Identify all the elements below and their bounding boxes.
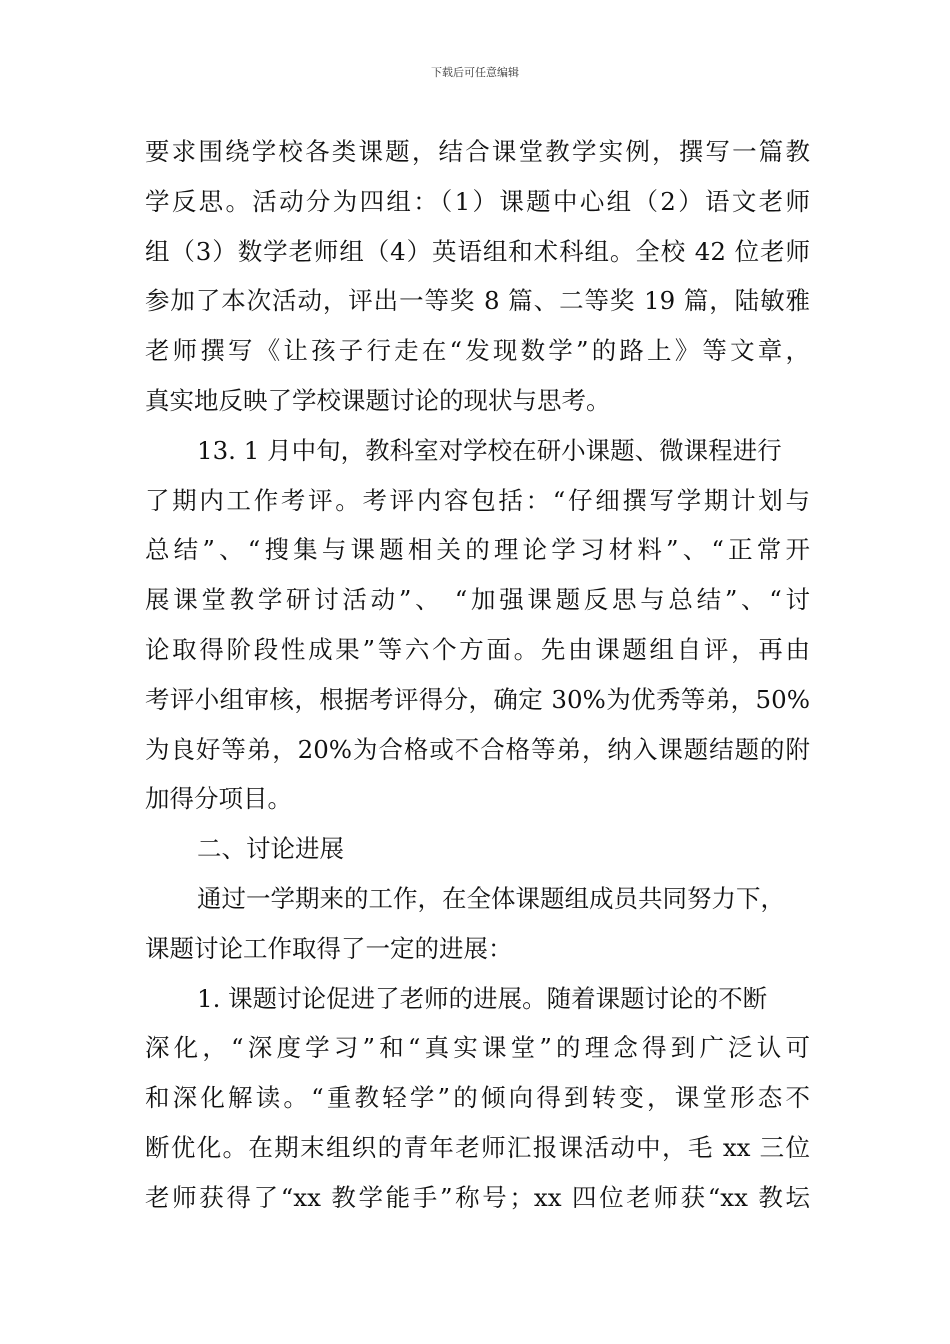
text-line: 学反思。活动分为四组：（1）课题中心组（2）语文老师 (145, 186, 810, 216)
paragraph-start-line: 1. 课题讨论促进了老师的进展。随着课题讨论的不断 (197, 983, 768, 1013)
text-line: 老师撰写《让孩子行走在“发现数学”的路上》等文章， (145, 336, 810, 366)
text-line: 展课堂教学研讨活动”、 “加强课题反思与总结”、“讨 (145, 585, 810, 615)
section-heading: 二、讨论进展 (197, 834, 344, 864)
text-line: 和深化解读。“重教轻学”的倾向得到转变，课堂形态不 (145, 1083, 810, 1113)
text-line: 组（3）数学老师组（4）英语组和术科组。全校 42 位老师 (145, 236, 810, 266)
text-line: 老师获得了“xx 教学能手”称号；xx 四位老师获“xx 教坛 (145, 1182, 810, 1212)
text-line: 断优化。在期末组织的青年老师汇报课活动中，毛 xx 三位 (145, 1132, 810, 1162)
page-header: 下载后可任意编辑 (431, 66, 519, 79)
text-line: 真实地反映了学校课题讨论的现状与思考。 (145, 385, 611, 415)
text-line: 加得分项目。 (145, 784, 292, 814)
text-line: 论取得阶段性成果”等六个方面。先由课题组自评，再由 (145, 634, 810, 664)
paragraph-start-line: 通过一学期来的工作，在全体课题组成员共同努力下， (197, 883, 785, 913)
text-line: 为良好等弟，20%为合格或不合格等弟，纳入课题结题的附 (145, 734, 810, 764)
text-line: 深化，“深度学习”和“真实课堂”的理念得到广泛认可 (145, 1033, 810, 1063)
paragraph-start-line: 13. 1 月中旬，教科室对学校在研小课题、微课程进行 (197, 435, 782, 465)
text-line: 了期内工作考评。考评内容包括：“仔细撰写学期计划与 (145, 485, 810, 515)
text-line: 课题讨论工作取得了一定的进展： (145, 933, 513, 963)
text-line: 总结”、“搜集与课题相关的理论学习材料”、“正常开 (145, 535, 810, 565)
text-line: 考评小组审核，根据考评得分，确定 30%为优秀等弟，50% (145, 684, 810, 714)
text-line: 要求围绕学校各类课题，结合课堂教学实例，撰写一篇教 (145, 137, 810, 166)
document-body (145, 127, 810, 1223)
text-line: 参加了本次活动，评出一等奖 8 篇、二等奖 19 篇，陆敏雅 (145, 286, 810, 316)
